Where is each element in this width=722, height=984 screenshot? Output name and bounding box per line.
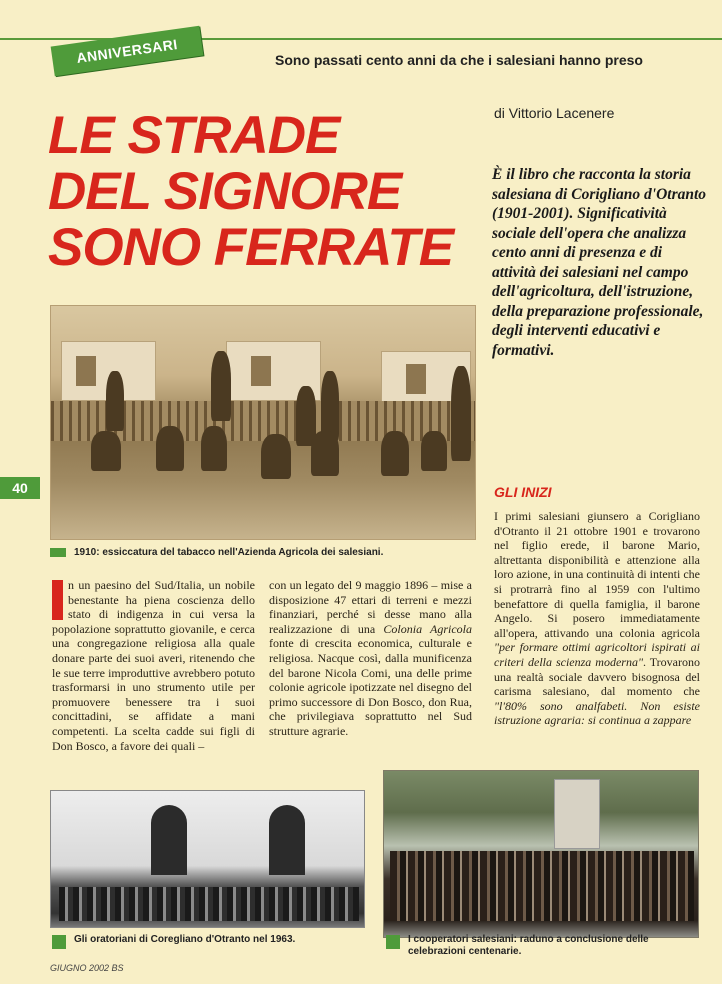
caption-marker — [52, 935, 66, 949]
photo-oratorians-1963 — [50, 790, 365, 928]
caption-photo3-text: I cooperatori salesiani: raduno a conclusione delle celebrazioni centenarie. — [408, 934, 649, 957]
column-1-text: n un paesino del Sud/Italia, un nobile benestante ha piena coscienza dello stato di indigenza in cui versa la popolazione soprattutto giovanile, e cerca una congregazione religiosa alla quale donare parte dei suoi averi, ritenendo che le sue terre improduttive avrebbero potuto trasformarsi in uno strumento utile per promuovere benessere tra i suoi concittadini, se affidate a mani competenti. La scelta cadde sui figli di Don Bosco, a favore dei quali – — [52, 578, 255, 753]
column-2-text-b: fonte di crescita economica, culturale e religiosa. Nacque così, dalla munificenza del barone Nicola Comi, una delle prime colonie agricole ipotizzate nel disegno del primo successore di Don Bosco, don Rua, che privilegiava soprattutto nel Sud strutture agrarie. — [269, 636, 472, 738]
kicker-text: Sono passati cento anni da che i salesiani hanno preso — [275, 52, 643, 68]
column-3-text-b: . Trovarono una realtà sociale davvero bisognosa del carisma salesiano, dal momento che — [494, 654, 701, 699]
subhead-gli-inizi: GLI INIZI — [494, 484, 552, 500]
photo-tobacco-drying — [50, 305, 476, 540]
title-line-3: SONO FERRATE — [48, 218, 454, 277]
column-3-quote-1: "per formare ottimi agricoltori ispirati ai criteri della scienza moderna" — [494, 640, 700, 669]
title-line-1: LE STRADE — [48, 106, 340, 165]
caption-photo2-text: Gli oratoriani di Coregliano d'Otranto nel 1963. — [74, 934, 296, 945]
caption-marker — [50, 548, 66, 557]
caption-marker — [386, 935, 400, 949]
column-2-text-a: con un legato del 9 maggio 1896 – mise a disposizione 47 ettari di terreni e mezzi finanziari, perché si desse mano alla realizzazione di una — [269, 578, 472, 636]
byline: di Vittorio Lacenere — [494, 105, 615, 121]
caption-photo1-text: 1910: essiccatura del tabacco nell'Azienda Agricola dei salesiani. — [74, 547, 384, 558]
section-tag: ANNIVERSARI — [51, 26, 204, 77]
article-column-1 — [52, 578, 255, 753]
footer-issue: GIUGNO 2002 BS — [50, 963, 124, 973]
article-title — [48, 108, 488, 276]
column-3-quote-2: "l'80% sono analfabeti. Non esiste istruzione agraria: si continua a zappare — [494, 698, 700, 728]
column-2-italic: Colonia Agricola — [383, 621, 472, 636]
drop-cap — [52, 580, 63, 620]
lead-paragraph: È il libro che racconta la storia salesiana di Corigliano d'Otranto (1901-2001). Significatività sociale dell'opera che analizza cento anni di presenza e di attività dei salesiani nel campo dell'agricoltura, dell'istruzione, della preparazione professionale, degli interventi educativi e formativi. — [492, 166, 707, 359]
caption-photo3 — [386, 934, 706, 958]
column-3-text-a: I primi salesiani giunsero a Corigliano d'Otranto il 21 ottobre 1901 e trovarono nel figlio erede, il barone Mario, altrettanta disponibilità e attenzione alla loro azione, in una continuità di intenti che si protrarrà fino al 1959 con l'ultimo benefattore di quella famiglia, il barone Angelo. Si posero immediatamente all'opera, attivando una colonia agricola — [494, 509, 700, 640]
caption-photo2 — [52, 934, 372, 949]
article-column-3 — [494, 509, 700, 728]
article-column-2 — [269, 578, 472, 739]
page-number: 40 — [0, 477, 40, 499]
photo-cooperators-gathering — [383, 770, 699, 938]
caption-photo1 — [50, 547, 480, 558]
title-line-2: DEL SIGNORE — [48, 162, 402, 221]
